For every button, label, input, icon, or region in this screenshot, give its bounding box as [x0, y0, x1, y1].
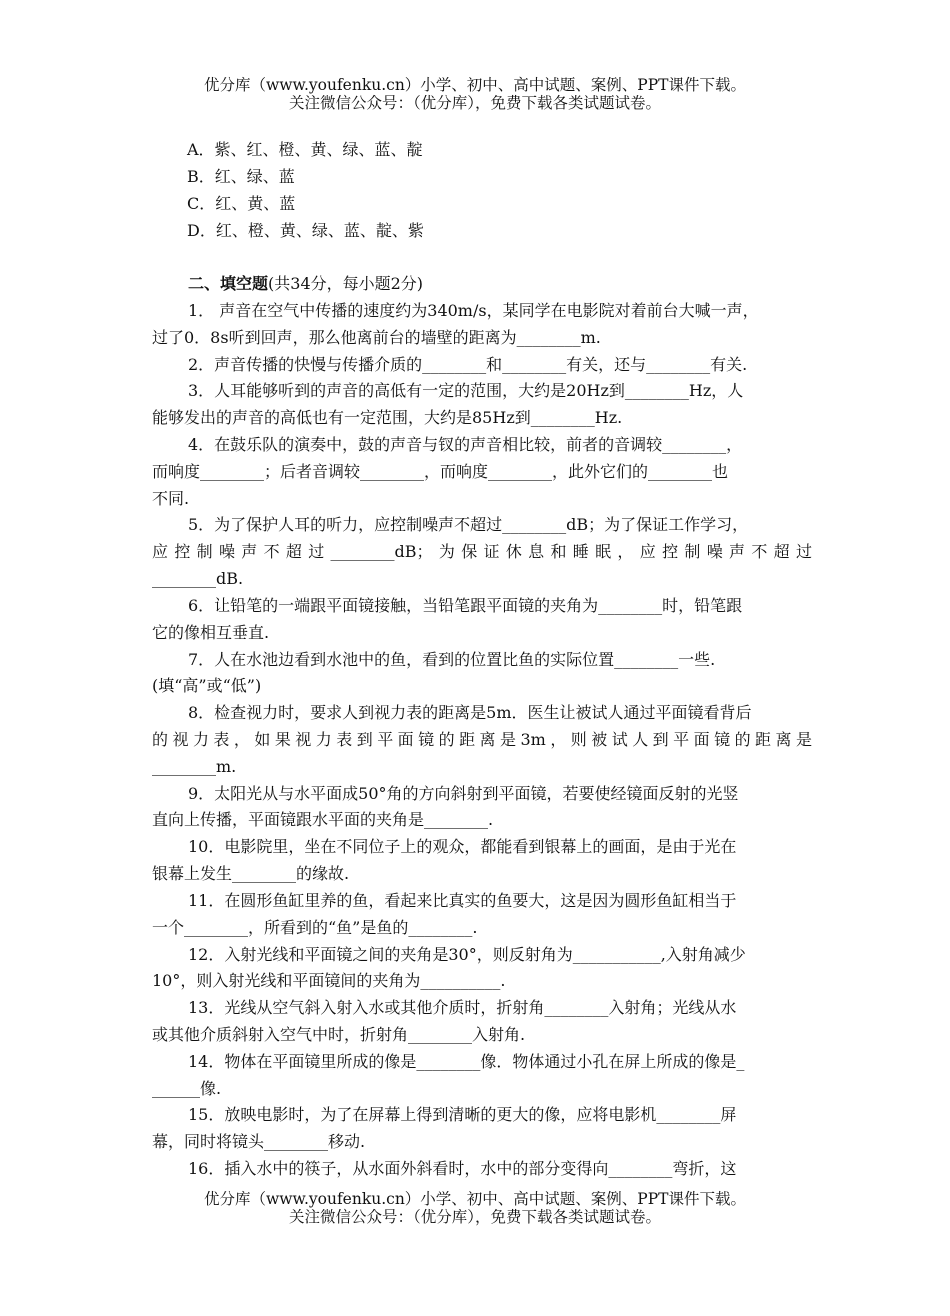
question-line: 4．在鼓乐队的演奏中，鼓的声音与钗的声音相比较，前者的音调较________，	[188, 435, 743, 454]
question-line: 直向上传播，平面镜跟水平面的夹角是________.	[152, 810, 494, 829]
question-line: 11．在圆形鱼缸里养的鱼，看起来比真实的鱼要大，这是因为圆形鱼缸相当于	[188, 891, 737, 910]
question-line: 能够发出的声音的高低也有一定范围，大约是85Hz到________Hz.	[152, 408, 623, 427]
page-header	[0, 76, 950, 112]
question-line: 10．电影院里，坐在不同位子上的观众，都能看到银幕上的画面，是由于光在	[188, 837, 737, 856]
option-d: D．红、橙、黄、绿、蓝、靛、紫	[187, 221, 424, 240]
question-line: ______像.	[152, 1079, 222, 1098]
question-line: 不同.	[152, 489, 190, 508]
section-heading	[188, 274, 423, 294]
question-line: 13．光线从空气斜入射入水或其他介质时，折射角________入射角；光线从水	[188, 998, 737, 1017]
question-line: 9．太阳光从与水平面成50°角的方向斜射到平面镜，若要使经镜面反射的光竖	[188, 784, 739, 803]
question-line: ________dB.	[152, 569, 244, 588]
question-line: 一个________，所看到的“鱼”是鱼的________.	[152, 918, 478, 937]
footer-line-2: 关注微信公众号：（优分库），免费下载各类试题试卷。	[288, 1208, 661, 1226]
option-b: B．红、绿、蓝	[187, 167, 295, 186]
footer-line-1: 优分库（www.youfenku.cn）小学、初中、高中试题、案例、PPT课件下载。	[203, 1190, 747, 1208]
header-line-1: 优分库（www.youfenku.cn）小学、初中、高中试题、案例、PPT课件下载。	[203, 76, 747, 94]
question-line: 16．插入水中的筷子，从水面外斜看时，水中的部分变得向________弯折，这	[188, 1159, 737, 1178]
question-line: 14．物体在平面镜里所成的像是________像．物体通过小孔在屏上所成的像是_	[188, 1052, 745, 1071]
question-line: 1． 声音在空气中传播的速度约为340m/s，某同学在电影院对着前台大喊一声，	[188, 301, 759, 320]
question-line: 15．放映电影时，为了在屏幕上得到清晰的更大的像，应将电影机________屏	[188, 1105, 737, 1124]
question-line: 3．人耳能够听到的声音的高低有一定的范围，大约是20Hz到________Hz，人	[188, 381, 744, 400]
question-line: ________m.	[152, 757, 237, 776]
section-note: (共34分，每小题2分)	[268, 274, 424, 293]
question-line: 银幕上发生________的缘故.	[152, 864, 350, 883]
question-line: 10°，则入射光线和平面镜间的夹角为__________.	[152, 971, 506, 990]
question-line: 12．入射光线和平面镜之间的夹角是30°，则反射角为___________,入射角减少	[188, 945, 746, 964]
question-line: 过了0．8s听到回声，那么他离前台的墙壁的距离为________m.	[152, 328, 601, 347]
question-line: 5．为了保护人耳的听力，应控制噪声不超过________dB；为了保证工作学习，	[188, 515, 749, 534]
question-line: 或其他介质斜射入空气中时，折射角________入射角.	[152, 1025, 526, 1044]
header-line-2: 关注微信公众号：（优分库），免费下载各类试题试卷。	[288, 94, 661, 112]
option-c: C．红、黄、蓝	[187, 194, 296, 213]
question-line: 的视力表，如果视力表到平面镜的距离是3m，则被试人到平面镜的距离是	[152, 730, 812, 749]
section-title: 二、填空题	[188, 274, 269, 293]
question-line: 7．人在水池边看到水池中的鱼，看到的位置比鱼的实际位置________一些.	[188, 650, 716, 669]
question-line: 幕，同时将镜头________移动.	[152, 1132, 366, 1151]
page-footer	[0, 1190, 950, 1226]
question-line: 应控制噪声不超过________dB；为保证休息和睡眠，应控制噪声不超过	[152, 542, 812, 561]
question-line: 6．让铅笔的一端跟平面镜接触，当铅笔跟平面镜的夹角为________时，铅笔跟	[188, 596, 743, 615]
option-a: A．紫、红、橙、黄、绿、蓝、靛	[187, 140, 423, 159]
question-line: 2．声音传播的快慢与传播介质的________和________有关，还与________有关.	[188, 355, 748, 374]
question-line: (填“高”或“低”)	[152, 676, 262, 695]
question-line: 8．检查视力时，要求人到视力表的距离是5m．医生让被试人通过平面镜看背后	[188, 703, 752, 722]
question-line: 而响度________；后者音调较________，而响度________，此外它们的________也	[152, 462, 729, 481]
question-line: 它的像相互垂直.	[152, 623, 270, 642]
